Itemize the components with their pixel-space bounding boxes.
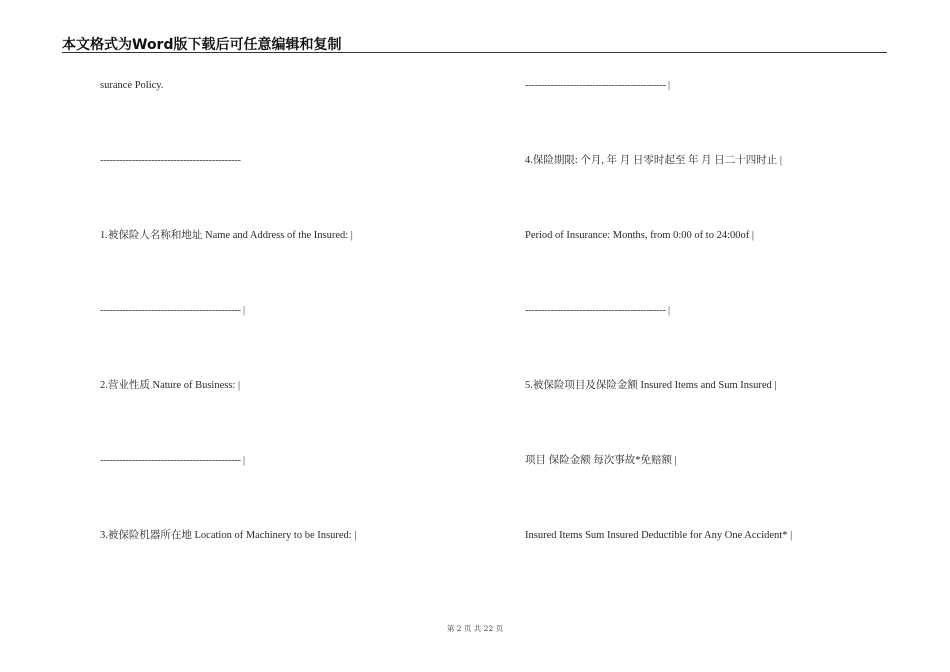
right-line-insured-items-heading: 5.被保险项目及保险金额 Insured Items and Sum Insured | [525,380,777,391]
right-line-insurance-period-en: Period of Insurance: Months, from 0:00 of to 24:00of | [525,230,754,241]
left-line-separator-3: -------------------------------------------- | [100,455,245,466]
left-line-separator-2: -------------------------------------------- | [100,305,245,316]
right-line-insurance-period-cn: 4.保险期限: 个月, 年 月 日零时起至 年 月 日二十四时止 | [525,155,783,166]
left-line-machinery-location: 3.被保险机器所在地 Location of Machinery to be Insured: | [100,530,357,541]
right-line-items-columns-en: Insured Items Sum Insured Deductible for Any One Accident* | [525,530,793,541]
header-divider [62,52,887,53]
left-line-policy-continuation: surance Policy. [100,80,164,91]
right-line-separator-2: -------------------------------------------- | [525,305,670,316]
right-line-items-columns-cn: 项目 保险金额 每次事故*免赔额 | [525,455,677,466]
document-header-title: 本文格式为Word版下载后可任意编辑和复制 [62,37,342,53]
page-number-footer: 第 2 页 共 22 页 [446,624,504,633]
left-line-insured-name-address: 1.被保险人名称和地址 Name and Address of the Insured: | [100,230,353,241]
left-line-separator-1: -------------------------------------------- [100,155,241,166]
left-line-nature-of-business: 2.营业性质 Nature of Business: | [100,380,241,391]
right-line-separator-1: -------------------------------------------- | [525,80,670,91]
